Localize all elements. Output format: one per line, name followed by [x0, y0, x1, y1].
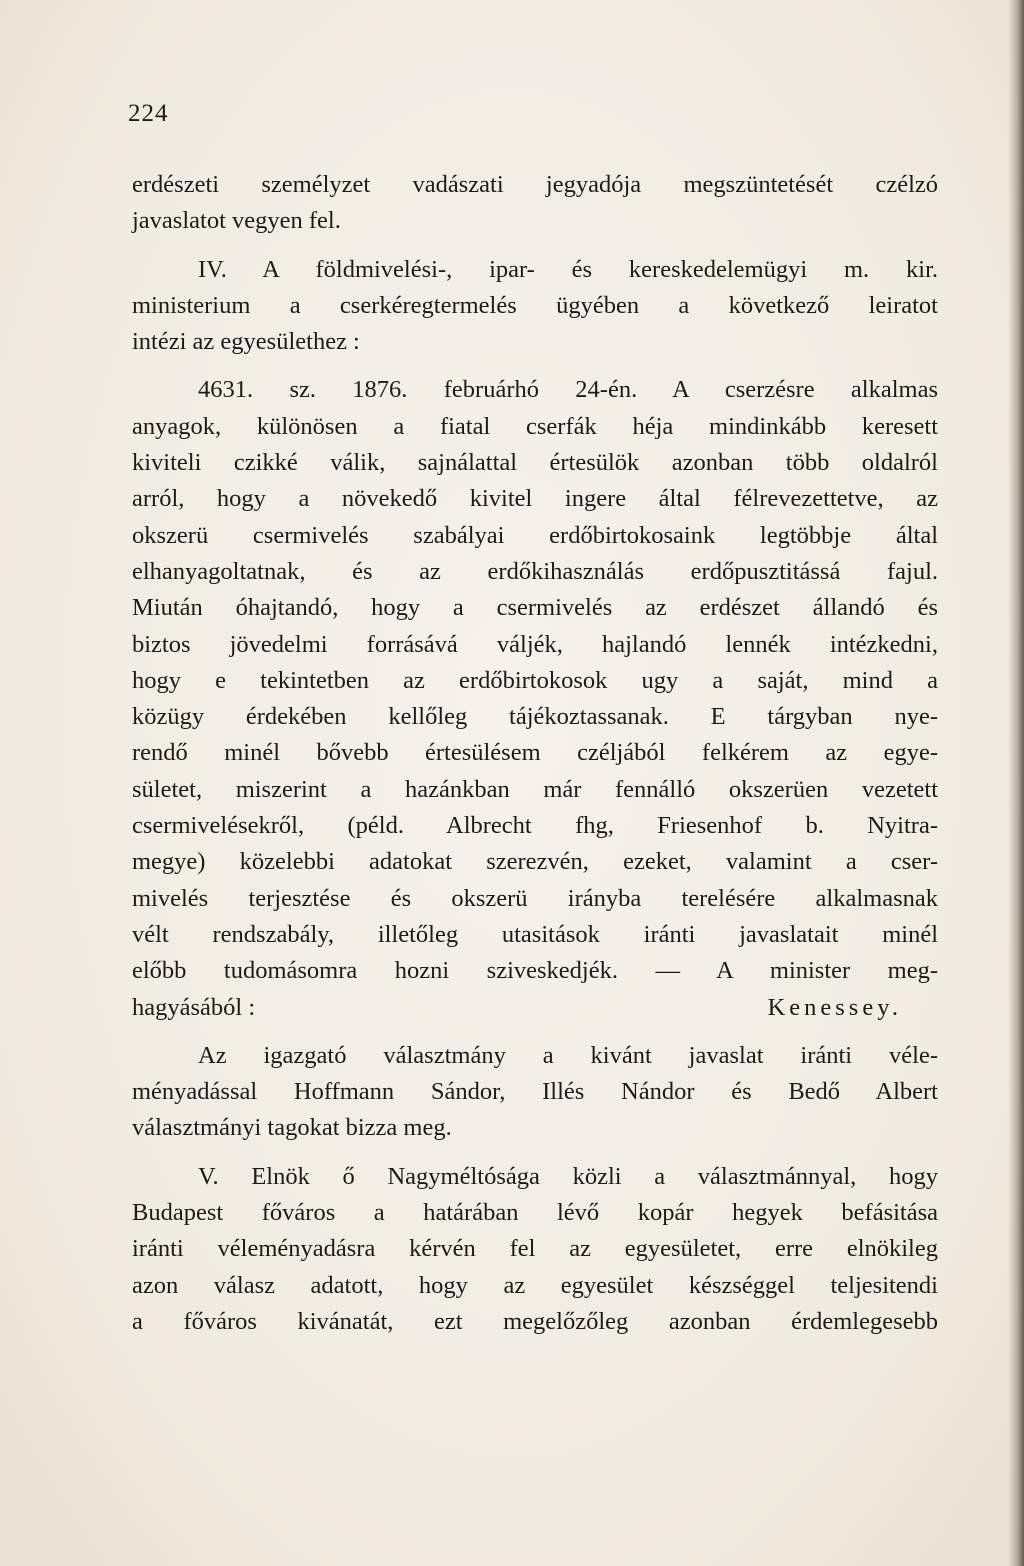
text-line: V. Elnök ő Nagyméltósága közli a választmánnyal, hogy — [198, 1162, 938, 1190]
text-line: IV. A földmivelési-, ipar- és kereskedelemügyi m. kir. — [198, 255, 938, 283]
text-line: intézi az egyesülethez : — [132, 328, 360, 356]
text-line: erdészeti személyzet vadászati jegyadója megszüntetését czélzó — [132, 171, 938, 198]
paragraph — [132, 167, 938, 240]
text-line: kiviteli czikké válik, sajnálattal értesülök azonban több oldalról — [132, 449, 938, 477]
text-line: okszerü csermivelés szabályai erdőbirtokosaink legtöbbje által — [132, 521, 938, 549]
text-line: közügy érdekében kellőleg tájékoztassanak. E tárgyban nye- — [132, 703, 938, 731]
signature-left: hagyásából : — [132, 993, 256, 1021]
text-line: mivelés terjesztése és okszerü irányba terelésére alkalmasnak — [132, 884, 938, 912]
text-line: rendő minél bővebb értesülésem czéljából felkérem az egye- — [132, 739, 938, 767]
text-line: biztos jövedelmi forrásává váljék, hajlandó lennék intézkedni, — [132, 630, 938, 658]
paragraph — [132, 252, 938, 361]
text-line: sületet, miszerint a hazánkban már fennálló okszerüen vezetett — [132, 775, 938, 803]
text-line: anyagok, különösen a fiatal cserfák héja mindinkább keresett — [132, 412, 938, 440]
text-line: arról, hogy a növekedő kivitel ingere által félrevezettetve, az — [132, 485, 938, 513]
text-line: Miután óhajtandó, hogy a csermivelés az erdészet állandó és — [132, 594, 938, 622]
text-line: megye) közelebbi adatokat szerezvén, ezeket, valamint a cser- — [132, 848, 938, 876]
paragraph — [132, 1159, 938, 1340]
signature-name: Kenessey. — [767, 993, 902, 1021]
text-line: javaslatot vegyen fel. — [132, 207, 341, 235]
text-line: iránti véleményadásra kérvén fel az egyesületet, erre elnökileg — [132, 1235, 938, 1263]
text-line: hogy e tekintetben az erdőbirtokosok ugy a saját, mind a — [132, 666, 938, 694]
text-line: 4631. sz. 1876. februárhó 24-én. A cserzésre alkalmas — [198, 376, 938, 404]
text-line: előbb tudomásomra hozni sziveskedjék. — A minister meg- — [132, 957, 938, 985]
body-text — [132, 167, 938, 1340]
paragraph-letter — [132, 372, 938, 1025]
text-line: Az igazgató választmány a kivánt javaslat iránti véle- — [198, 1041, 938, 1069]
text-line: azon válasz adatott, hogy az egyesület készséggel teljesitendi — [132, 1271, 938, 1299]
text-line: vélt rendszabály, illetőleg utasitások iránti javaslatait minél — [132, 920, 938, 948]
text-line: Budapest főváros a határában lévő kopár hegyek befásitása — [132, 1199, 938, 1227]
text-line: csermivelésekről, (péld. Albrecht fhg, Friesenhof b. Nyitra- — [132, 812, 938, 840]
text-line: ményadással Hoffmann Sándor, Illés Nándor és Bedő Albert — [132, 1078, 938, 1106]
text-line: választmányi tagokat bizza meg. — [132, 1114, 452, 1142]
text-line: ministerium a cserkéregtermelés ügyében a következő leiratot — [132, 291, 938, 319]
paragraph — [132, 1038, 938, 1147]
page-number: 224 — [128, 100, 169, 127]
text-line: a főváros kivánatát, ezt megelőzőleg azonban érdemlegesebb — [132, 1307, 938, 1335]
signature-line — [132, 990, 938, 1026]
text-line: elhanyagoltatnak, és az erdőkihasználás erdőpusztitássá fajul. — [132, 557, 938, 585]
page-edge-shadow — [1008, 0, 1024, 1566]
